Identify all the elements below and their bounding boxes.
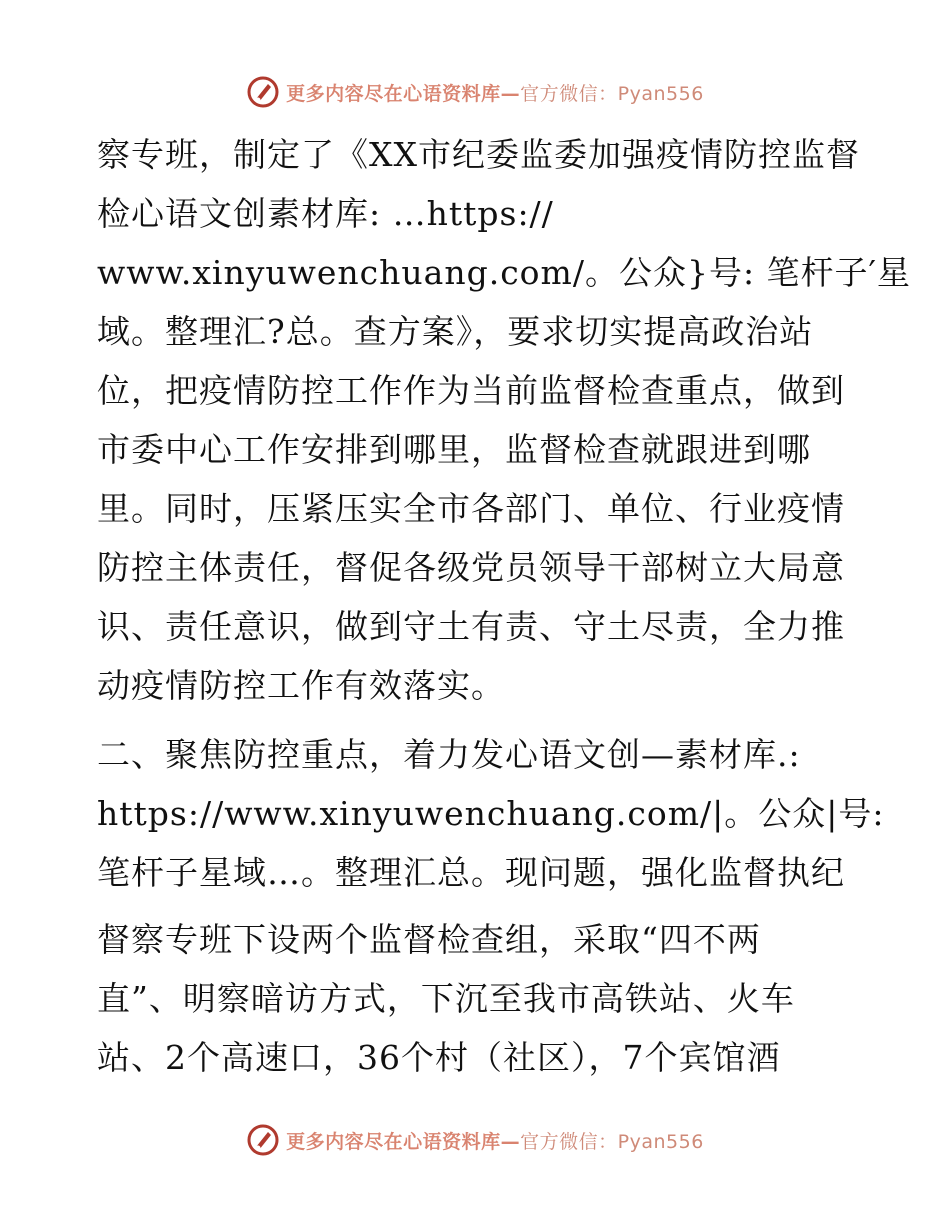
text-line: 防控主体责任，督促各级党员领导干部树立大局意	[97, 548, 845, 587]
text-line: www.xinyuwenchuang.com/。公众}号: 笔杆子′星	[97, 253, 912, 292]
text-line: 识、责任意识，做到守土有责、守土尽责，全力推	[97, 607, 845, 646]
text-line: 动疫情防控工作有效落实。	[97, 666, 505, 705]
header-watermark-banner	[0, 70, 950, 114]
banner-text: 更多内容尽在心语资料库—官方微信：Pyan556	[286, 82, 704, 105]
text-line: 域。整理汇?总。查方案》，要求切实提高政治站	[97, 312, 814, 351]
text-line: 直”、明察暗访方式，下沉至我市高铁站、火车	[97, 979, 795, 1018]
text-line: 察专班，制定了《XX市纪委监委加强疫情防控监督	[97, 135, 860, 174]
text-line: 二、聚焦防控重点，着力发心语文创—素材库.:	[97, 735, 801, 774]
document-body	[97, 125, 912, 1087]
text-line: 市委中心工作安排到哪里，监督检查就跟进到哪	[97, 430, 811, 469]
pen-nib-circle-icon	[246, 75, 280, 109]
text-line: 里。同时，压紧压实全市各部门、单位、行业疫情	[97, 489, 845, 528]
paragraph	[97, 125, 912, 715]
footer-watermark-banner	[0, 1118, 950, 1162]
text-line: 笔杆子星域…。整理汇总。现问题，强化监督执纪	[97, 853, 845, 892]
text-line: 检心语文创素材库: …https://	[97, 194, 554, 233]
pen-nib-circle-icon	[246, 1123, 280, 1157]
section-heading-paragraph	[97, 725, 885, 902]
paragraph	[97, 910, 877, 1087]
text-line: 位，把疫情防控工作作为当前监督检查重点，做到	[97, 371, 845, 410]
text-line: 站、2个高速口，36个村（社区），7个宾馆酒	[97, 1038, 781, 1077]
text-line: https://www.xinyuwenchuang.com/|。公众|号:	[97, 794, 885, 833]
banner-text: 更多内容尽在心语资料库—官方微信：Pyan556	[286, 1130, 704, 1153]
text-line: 督察专班下设两个监督检查组，采取“四不两	[97, 920, 761, 959]
